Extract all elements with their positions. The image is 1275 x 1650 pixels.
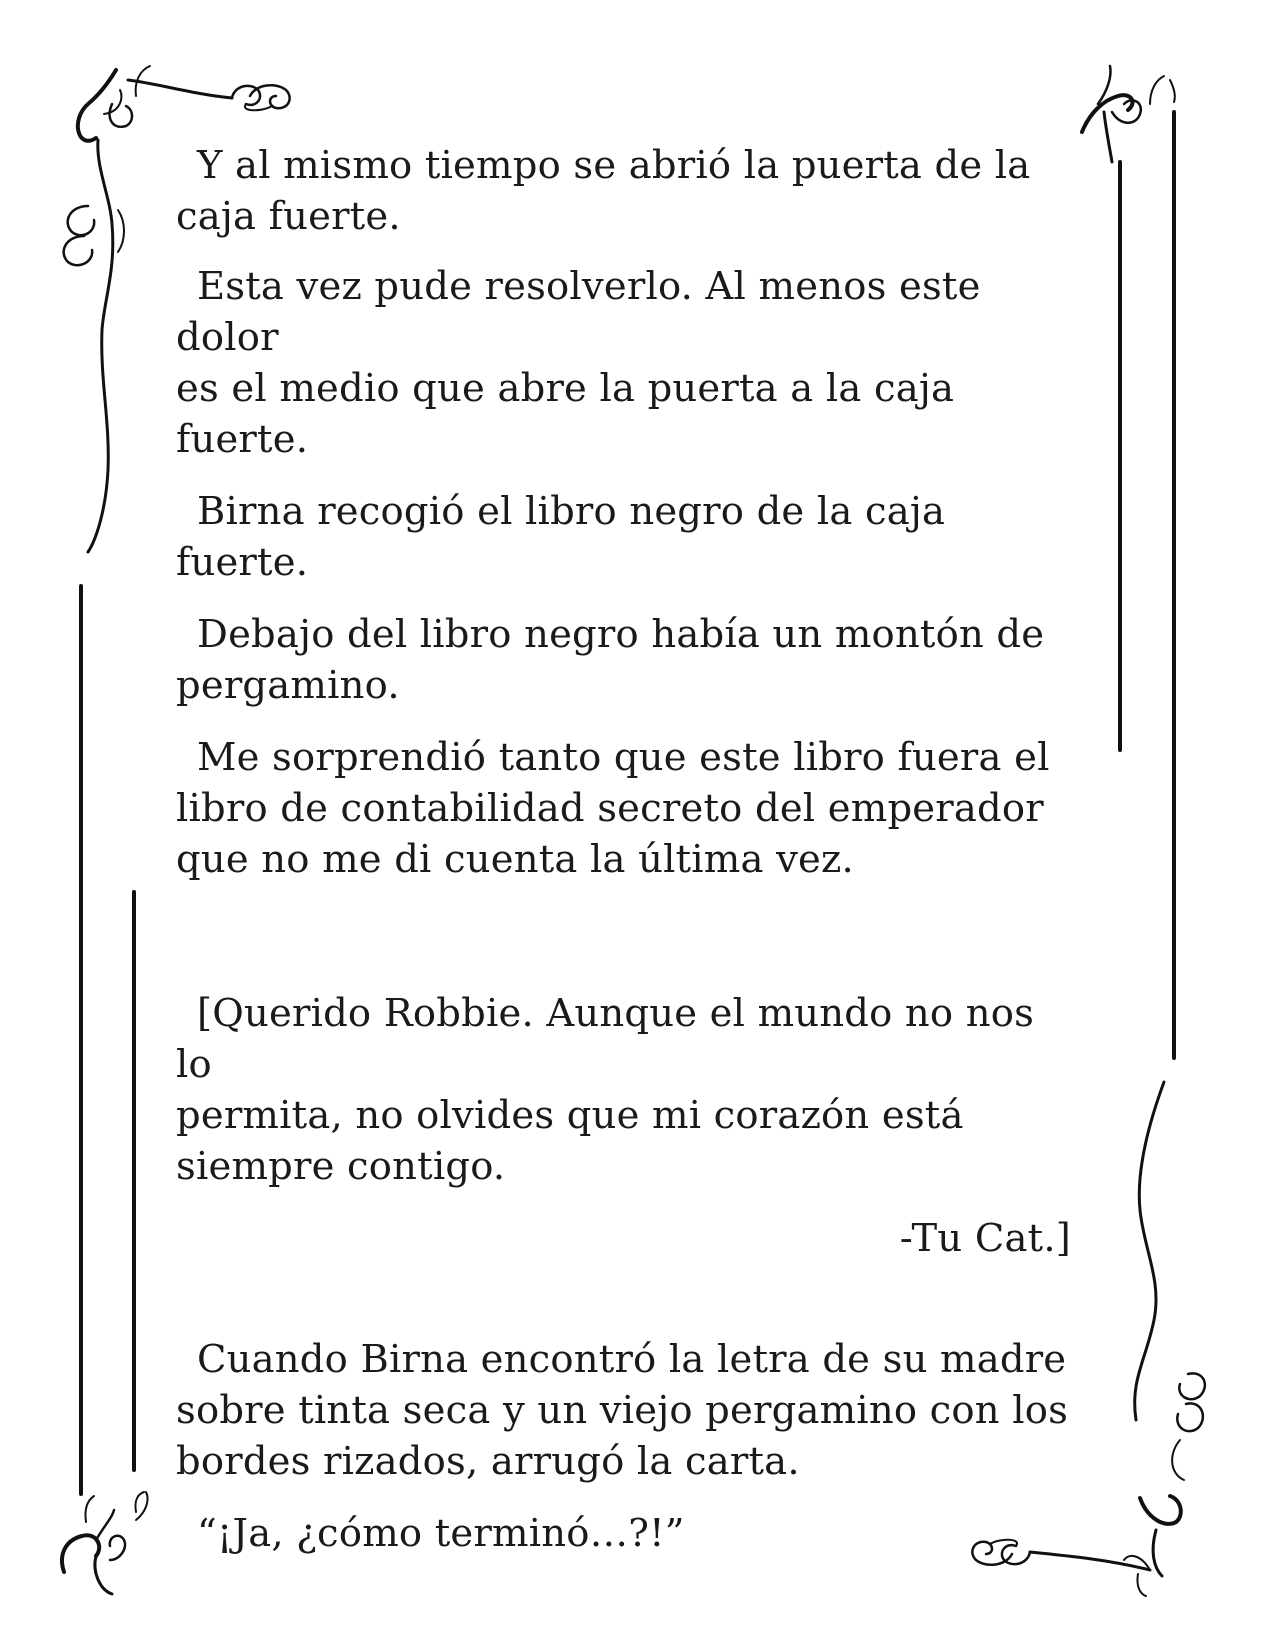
paragraph-black-book: Birna recogió el libro negro de la caja fuerte. [176,489,946,585]
letter-body: [Querido Robbie. Aunque el mundo no nos lo permita, no olvides que mi corazón está siempre contigo. [176,991,1035,1189]
paragraph-exclamation: “¡Ja, ¿cómo terminó…?!” [197,1511,685,1556]
section-spacer [176,906,1076,988]
section-spacer [176,1264,1076,1334]
page-body [176,140,1076,1580]
paragraph-parchment: Debajo del libro negro había un montón de pergamino. [176,612,1045,708]
flourish-bottom-left [62,1492,148,1594]
flourish-top-right [1082,66,1175,162]
paragraph-safe-opened: Y al mismo tiempo se abrió la puerta de la caja fuerte. [176,143,1031,239]
paragraph-resolved: Esta vez pude resolverlo. Al menos este dolor es el medio que abre la puerta a la caja fuerte. [176,264,981,462]
letter-signature: -Tu Cat.] [899,1216,1071,1261]
paragraph-secret-ledger: Me sorprendió tanto que este libro fuera el libro de contabilidad secreto del emperador que no me di cuenta la última vez. [176,735,1050,882]
paragraph-crumpled-letter: Cuando Birna encontró la letra de su madre sobre tinta seca y un viejo pergamino con los bordes rizados, arrugó la carta. [176,1337,1069,1484]
